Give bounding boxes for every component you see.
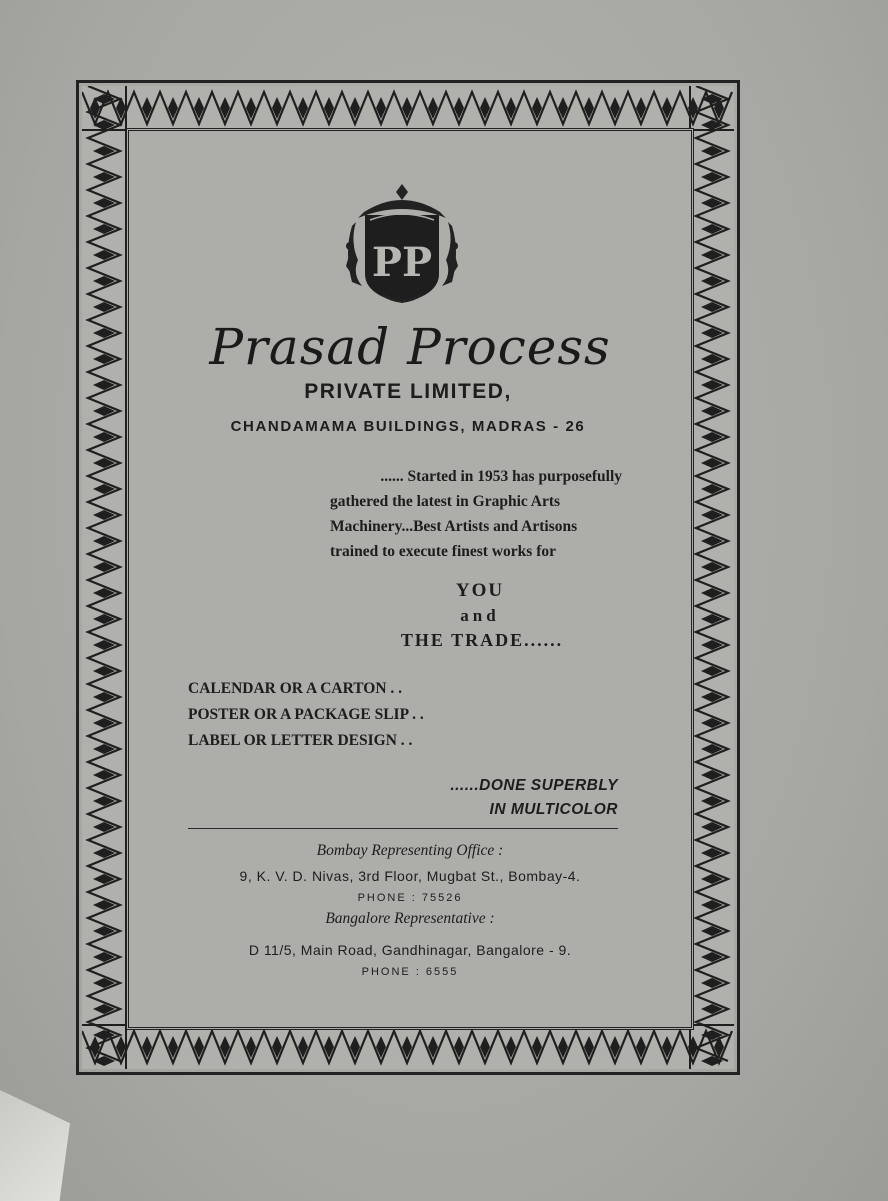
company-subtitle: PRIVATE LIMITED, — [304, 380, 512, 403]
company-address: CHANDAMAMA BUILDINGS, MADRAS - 26 — [230, 418, 586, 435]
divider-rule — [188, 828, 618, 829]
audience-and: and — [460, 606, 500, 625]
product-item: POSTER OR A PACKAGE SLIP . . — [188, 706, 424, 723]
logo-monogram: PP — [371, 239, 433, 286]
intro-paragraph — [286, 464, 622, 564]
audience-you: YOU — [455, 580, 505, 601]
intro-line: ...... Started in 1953 has purposefully — [380, 468, 622, 485]
intro-line: trained to execute finest works for — [330, 543, 556, 560]
bombay-office-title: Bombay Representing Office : — [316, 842, 504, 859]
tagline-line: IN MULTICOLOR — [489, 801, 618, 818]
audience-trade: THE TRADE...... — [400, 630, 564, 650]
company-logo-emblem — [342, 182, 462, 310]
bombay-office-phone: PHONE : 75526 — [357, 892, 463, 904]
product-item: CALENDAR OR A CARTON . . — [188, 680, 403, 697]
tagline-line: ......DONE SUPERBLY — [450, 777, 618, 794]
tagline — [380, 774, 618, 822]
intro-line: gathered the latest in Graphic Arts — [330, 493, 561, 510]
intro-line: Machinery...Best Artists and Artisons — [330, 518, 578, 535]
bangalore-office-phone: PHONE : 6555 — [361, 966, 459, 978]
bombay-office-address: 9, K. V. D. Nivas, 3rd Floor, Mugbat St., Bombay-4. — [239, 868, 581, 884]
bangalore-office-address: D 11/5, Main Road, Gandhinagar, Bangalore - 9. — [248, 942, 572, 958]
product-list — [188, 676, 508, 754]
product-item: LABEL OR LETTER DESIGN . . — [188, 732, 413, 749]
bangalore-office-title: Bangalore Representative : — [325, 910, 495, 927]
company-name: Prasad Process — [209, 318, 611, 376]
